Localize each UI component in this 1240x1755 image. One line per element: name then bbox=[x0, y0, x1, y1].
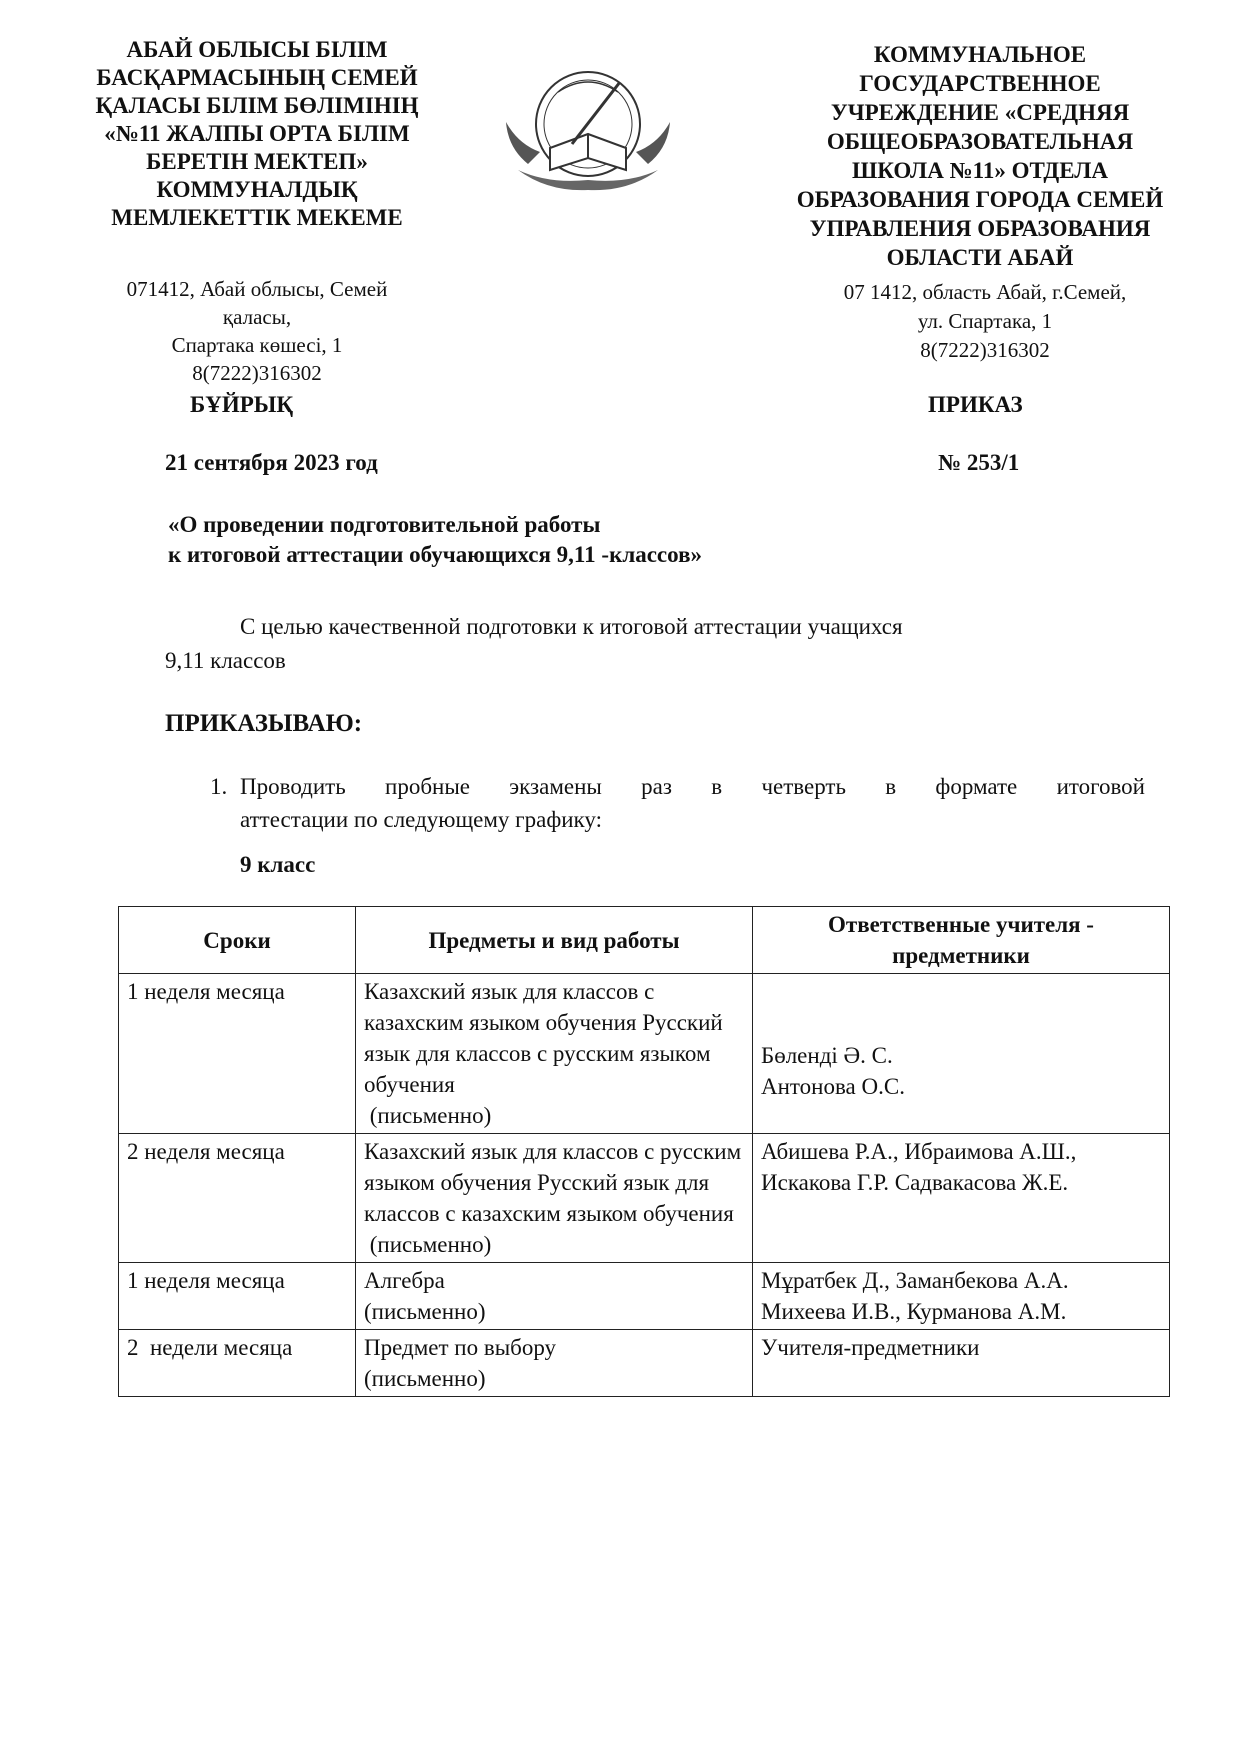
grade-label: 9 класс bbox=[240, 852, 316, 877]
table-header-row bbox=[119, 907, 1170, 974]
cell-term: 2 недели месяца bbox=[119, 1330, 356, 1397]
right-header-line: ОБЛАСТИ АБАЙ bbox=[886, 245, 1074, 270]
left-header-line: БЕРЕТІН МЕКТЕП» bbox=[146, 149, 368, 174]
right-header-line: УПРАВЛЕНИЯ ОБРАЗОВАНИЯ bbox=[809, 216, 1151, 241]
teacher-name: Мұратбек Д., Заманбекова А.А. bbox=[761, 1268, 1069, 1293]
cell-subject bbox=[356, 974, 753, 1134]
doc-type-kazakh: БҰЙРЫҚ bbox=[190, 392, 294, 417]
item-number: 1. bbox=[210, 774, 228, 799]
column-header-term: Сроки bbox=[119, 907, 356, 974]
cell-teachers bbox=[753, 1263, 1170, 1330]
table-row bbox=[119, 1330, 1170, 1397]
cell-subject bbox=[356, 1134, 753, 1263]
order-number: № 253/1 bbox=[938, 450, 1020, 475]
right-address-line: 8(7222)316302 bbox=[920, 338, 1050, 362]
command-heading: ПРИКАЗЫВАЮ: bbox=[165, 710, 363, 737]
right-header-line: ШКОЛА №11» ОТДЕЛА bbox=[851, 158, 1109, 183]
work-mode: (письменно) bbox=[364, 1103, 492, 1128]
subject-name: Алгебра bbox=[364, 1268, 445, 1293]
order-item-1 bbox=[210, 770, 1145, 836]
subject-line: к итоговой аттестации обучающихся 9,11 -классов» bbox=[168, 542, 702, 567]
exam-schedule-table bbox=[118, 906, 1170, 1397]
item-text-line: аттестации по следующему графику: bbox=[240, 807, 602, 832]
left-address-line: 8(7222)316302 bbox=[192, 361, 322, 385]
item-text-line: Проводить пробные экзамены раз в четверть в формате итоговой bbox=[240, 774, 1145, 799]
column-header-subject: Предметы и вид работы bbox=[356, 907, 753, 974]
work-mode: (письменно) bbox=[364, 1366, 486, 1391]
left-header-line: КОММУНАЛДЫҚ bbox=[156, 177, 358, 202]
cell-term: 2 неделя месяца bbox=[119, 1134, 356, 1263]
cell-subject bbox=[356, 1330, 753, 1397]
purpose-line: С целью качественной подготовки к итоговой аттестации учащихся bbox=[240, 614, 903, 639]
teacher-name: Учителя-предметники bbox=[761, 1335, 980, 1360]
left-header-institution bbox=[72, 36, 442, 232]
right-address-line: ул. Спартака, 1 bbox=[917, 309, 1053, 333]
right-header-line: ГОСУДАРСТВЕННОЕ bbox=[859, 71, 1101, 96]
right-header-line: ОБЩЕОБРАЗОВАТЕЛЬНАЯ bbox=[826, 129, 1134, 154]
table-row bbox=[119, 974, 1170, 1134]
teacher-name: Антонова О.С. bbox=[761, 1074, 905, 1099]
left-header-line: «№11 ЖАЛПЫ ОРТА БІЛІМ bbox=[104, 121, 410, 146]
school-emblem-icon bbox=[488, 52, 688, 202]
right-header-line: ОБРАЗОВАНИЯ ГОРОДА СЕМЕЙ bbox=[796, 187, 1164, 212]
right-header-line: КОММУНАЛЬНОЕ bbox=[873, 42, 1087, 67]
order-subject bbox=[168, 510, 702, 570]
table-row bbox=[119, 1263, 1170, 1330]
right-header-line: УЧРЕЖДЕНИЕ «СРЕДНЯЯ bbox=[830, 100, 1130, 125]
column-header-teachers: Ответственные учителя - предметники bbox=[753, 907, 1170, 974]
right-header-institution bbox=[760, 40, 1200, 272]
cell-teachers bbox=[753, 1134, 1170, 1263]
teacher-name: Михеева И.В., Курманова А.М. bbox=[761, 1299, 1067, 1324]
cell-subject bbox=[356, 1263, 753, 1330]
subject-line: «О проведении подготовительной работы bbox=[168, 512, 601, 537]
doc-type-russian: ПРИКАЗ bbox=[928, 392, 1023, 417]
work-mode: (письменно) bbox=[364, 1232, 492, 1257]
work-mode: (письменно) bbox=[364, 1299, 486, 1324]
right-address-line: 07 1412, область Абай, г.Семей, bbox=[843, 280, 1127, 304]
subject-name: Казахский язык для классов с казахским языком обучения Русский язык для классов с русским языком обучения bbox=[364, 979, 723, 1097]
teacher-name: Абишева Р.А., Ибраимова А.Ш., Искакова Г.Р. Садвакасова Ж.Е. bbox=[761, 1139, 1077, 1195]
left-header-address bbox=[72, 275, 442, 387]
purpose-line: 9,11 классов bbox=[165, 648, 286, 673]
table-row bbox=[119, 1134, 1170, 1263]
cell-term: 1 неделя месяца bbox=[119, 974, 356, 1134]
subject-name: Казахский язык для классов с русским языком обучения Русский язык для классов с казахским языком обучения bbox=[364, 1139, 742, 1226]
left-address-line: қаласы, bbox=[222, 305, 292, 329]
teacher-name: Бөлендi Ә. С. bbox=[761, 1043, 893, 1068]
purpose-paragraph bbox=[165, 610, 1115, 678]
left-header-line: МЕМЛЕКЕТТІК МЕКЕМЕ bbox=[111, 205, 403, 230]
left-header-line: АБАЙ ОБЛЫСЫ БІЛІМ bbox=[126, 37, 388, 62]
cell-term: 1 неделя месяца bbox=[119, 1263, 356, 1330]
right-header-address bbox=[790, 278, 1180, 365]
left-header-line: БАСҚАРМАСЫНЫҢ СЕМЕЙ bbox=[96, 65, 418, 90]
left-address-line: 071412, Абай облысы, Семей bbox=[126, 277, 388, 301]
left-address-line: Спартака көшесі, 1 bbox=[171, 333, 343, 357]
left-header-line: ҚАЛАСЫ БІЛІМ БӨЛІМІНІҢ bbox=[95, 93, 419, 118]
subject-name: Предмет по выбору bbox=[364, 1335, 557, 1360]
order-date: 21 сентября 2023 год bbox=[165, 450, 378, 475]
cell-teachers bbox=[753, 974, 1170, 1134]
cell-teachers bbox=[753, 1330, 1170, 1397]
